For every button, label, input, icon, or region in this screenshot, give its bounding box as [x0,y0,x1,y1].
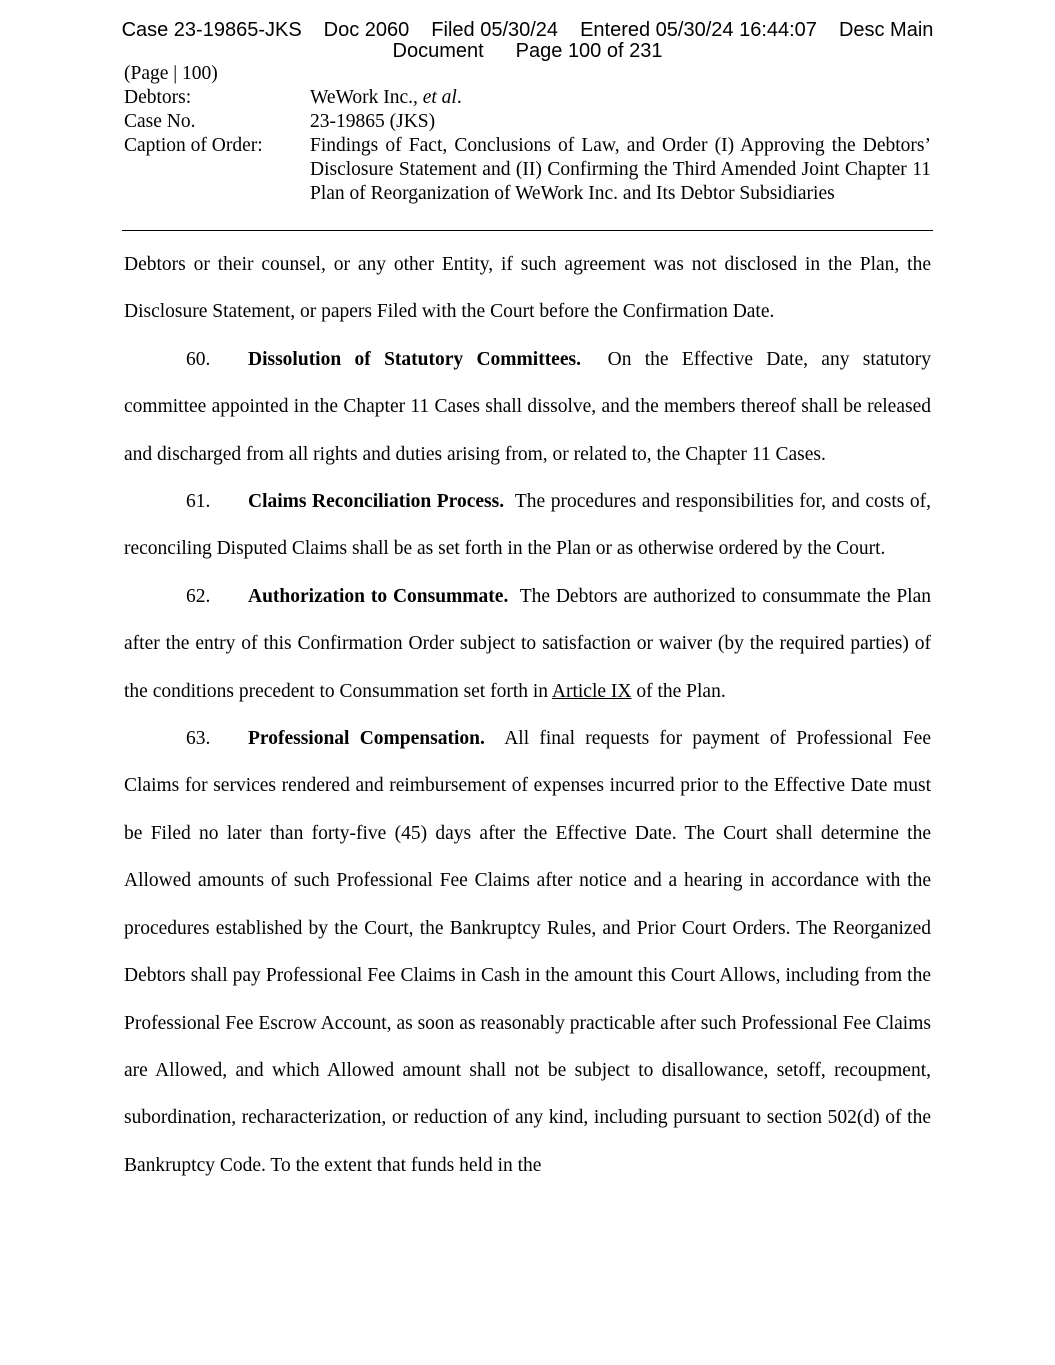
paragraph-61 [124,478,931,573]
header-rule [122,230,933,231]
stamp-page: Page 100 of 231 [515,40,663,62]
paragraph-text: The procedures and responsibilities for, and costs of, reconciling Disputed Claims shall be as set forth in the Plan or as otherwise ordered by the Court. [124,491,932,560]
caption-value: Findings of Fact, Conclusions of Law, and Order (I) Approving the Debtors’ Disclosure Statement and (II) Confirming the Third Amended Joint Chapter 11 Plan of Reorganization of WeWork Inc. and Its Debtor Subsidiaries [310,135,931,204]
case-value: 23-19865 (JKS) [310,111,436,132]
paragraph-heading: Claims Reconciliation Process. [248,491,505,513]
case-row [124,110,931,134]
document-body [124,241,931,1189]
caption-header [124,62,931,206]
stamp-filed: Filed 05/30/24 [431,19,559,41]
paragraph-heading: Authorization to Consummate. [248,585,509,607]
page-reference: (Page | 100) [124,63,218,84]
filing-stamp-line-2 [0,41,1055,62]
debtors-name: WeWork Inc., [310,87,418,108]
stamp-desc: Desc Main [838,19,934,41]
debtors-et-al: et al [422,87,457,108]
paragraph-heading: Dissolution of Statutory Committees. [248,348,581,370]
filing-stamp-line-1 [0,20,1055,41]
paragraph-heading: Professional Compensation. [248,728,485,750]
paragraph-text: All final requests for payment of Professional Fee Claims for services rendered and reimbursement of expenses incurred prior to the Effective Date must be Filed no later than forty-five (45) days after the Effective Date. The Court shall determine the Allowed amounts of such Professional Fee Claims after notice and a hearing in accordance with the procedures established by the Court, the Bankruptcy Rules, and Prior Court Orders. The Reorganized Debtors shall pay Professional Fee Claims in Cash in the amount this Court Allows, including from the Professional Fee Escrow Account, as soon as reasonably practicable after such Professional Fee Claims are Allowed, and which Allowed amount shall not be subject to disallowance, setoff, recoupment, subordination, recharacterization, or reduction of any kind, including pursuant to section 502(d) of the Bankruptcy Code. To the extent that funds held in the [124,728,931,1176]
paragraph-text-end: of the Plan. [636,680,726,702]
stamp-entered: Entered 05/30/24 16:44:07 [580,19,817,41]
paragraph-62 [124,573,931,715]
caption-row [124,134,931,206]
case-label: Case No. [124,111,196,132]
debtors-row [124,86,931,110]
article-ix-reference: Article IX [551,680,632,702]
paragraph-number: 63. [186,728,211,750]
paragraph-number: 61. [186,491,211,513]
filing-stamp [0,20,1055,62]
paragraph-63 [124,715,931,1189]
paragraph-number: 60. [186,348,211,370]
paragraph-text: On the Effective Date, any statutory committee appointed in the Chapter 11 Cases shall dissolve, and the members thereof shall be released and discharged from all rights and duties arising from, or related to, the Chapter 11 Cases. [124,348,932,465]
stamp-document: Document [392,40,484,62]
stamp-case: Case 23-19865-JKS [121,19,302,41]
continuation-paragraph: Debtors or their counsel, or any other Entity, if such agreement was not disclosed in the Plan, the Disclosure Statement, or papers Filed with the Court before the Confirmation Date. [124,254,931,323]
debtors-label: Debtors: [124,87,192,108]
paragraph-number: 62. [186,585,211,607]
caption-label: Caption of Order: [124,135,263,156]
stamp-doc: Doc 2060 [323,19,410,41]
paragraph-60 [124,336,931,478]
debtors-value: WeWork Inc., et al. [310,87,462,108]
paragraph-text: The Debtors are authorized to consummate the Plan after the entry of this Confirmation Order subject to satisfaction or waiver (by the required parties) of the conditions precedent to Consummation set forth in [124,585,932,702]
